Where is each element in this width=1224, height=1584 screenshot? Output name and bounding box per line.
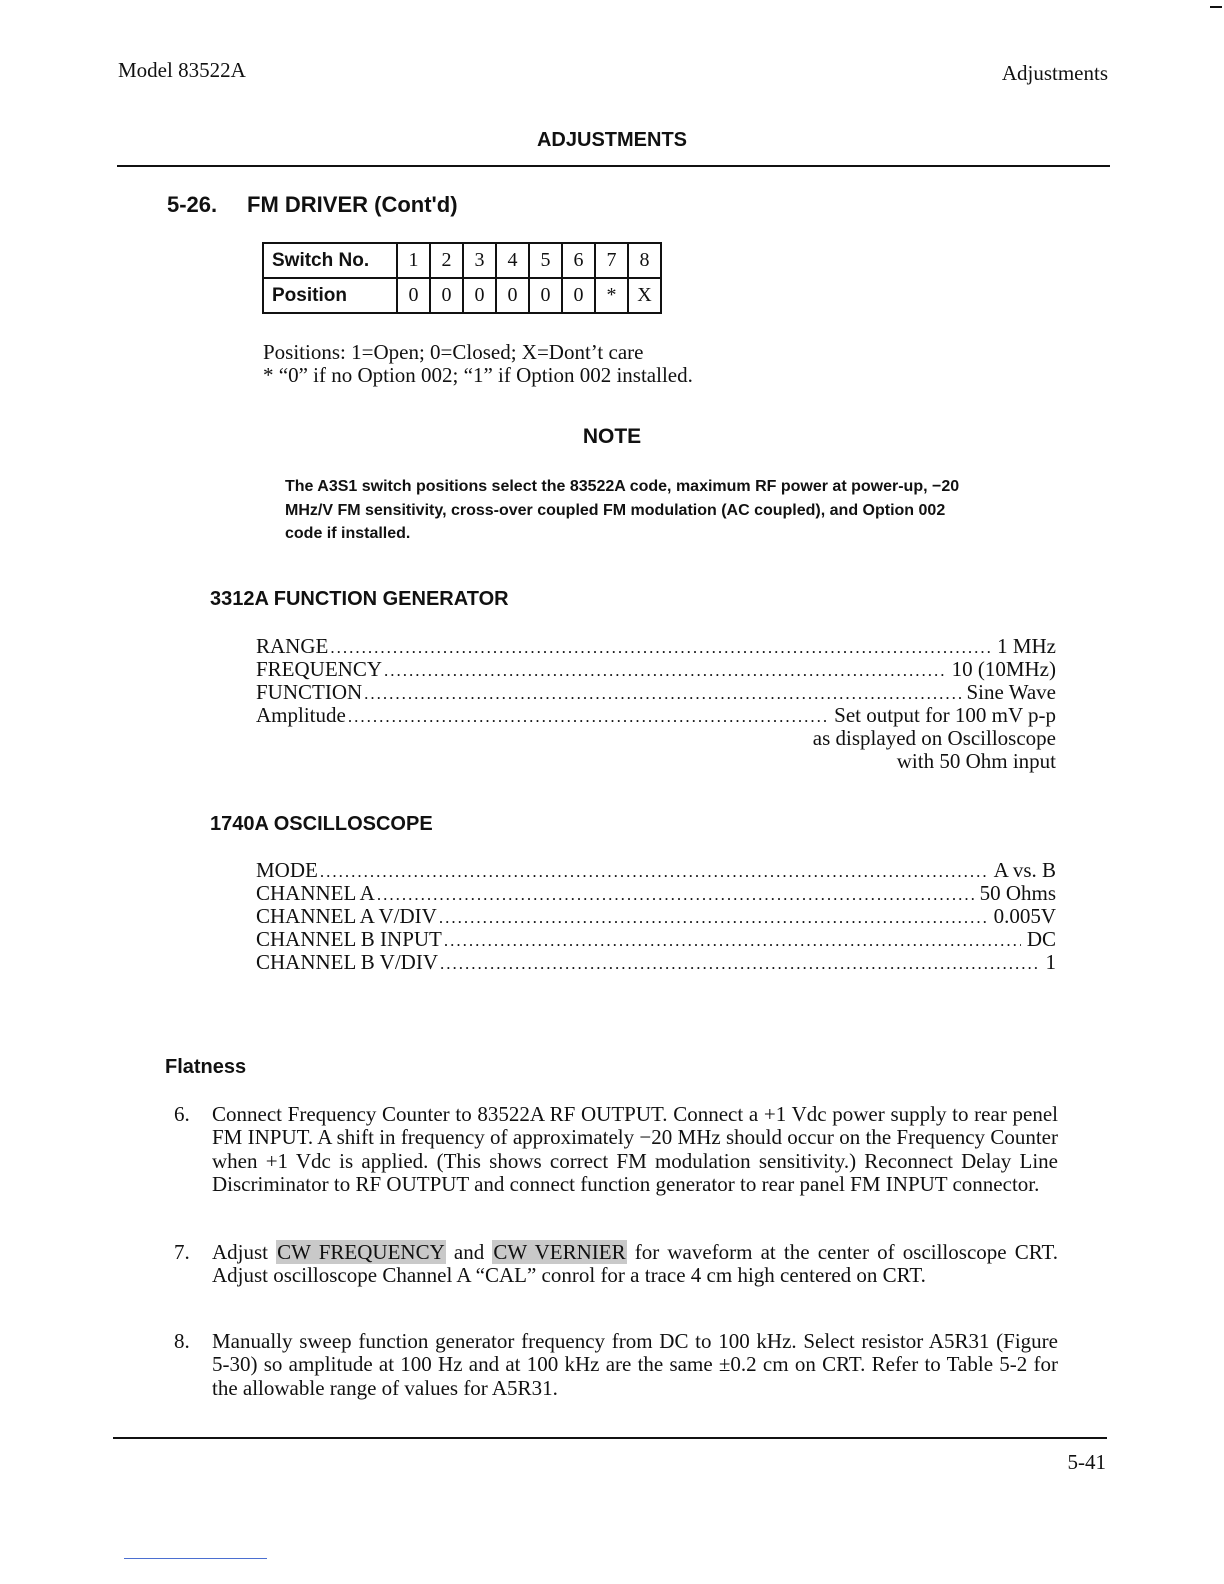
switch-number-cell: 7 xyxy=(595,243,628,278)
note-heading: NOTE xyxy=(582,425,642,448)
setting-key: Amplitude xyxy=(256,703,346,727)
switch-position-label: Position xyxy=(263,278,397,313)
leader-dots xyxy=(377,883,974,906)
switch-position-cell: 0 xyxy=(562,278,595,313)
setting-value: 0.005V xyxy=(993,904,1056,928)
note-text: The A3S1 switch positions select the 83522A code, maximum RF power at power-up, −20 MHz/V FM sensitivity, cross-over coupled FM modulation (AC coupled), and Option 002 code if installed. xyxy=(285,478,960,542)
setting-value: 1 MHz xyxy=(997,634,1056,658)
leader-dots xyxy=(440,952,1040,975)
setting-row xyxy=(256,951,1056,974)
switch-table xyxy=(262,242,662,314)
switch-number-row xyxy=(263,243,661,278)
scan-artifact-line xyxy=(124,1558,267,1559)
setting-row xyxy=(256,658,1056,681)
setting-row xyxy=(256,859,1056,882)
flatness-heading: Flatness xyxy=(165,1056,247,1078)
setting-value: A vs. B xyxy=(993,858,1056,882)
switch-number-cell: 6 xyxy=(562,243,595,278)
leader-dots xyxy=(320,860,988,883)
switch-position-cell: X xyxy=(628,278,661,313)
step-number: 8. xyxy=(174,1329,190,1353)
setting-key: CHANNEL B INPUT xyxy=(256,927,442,951)
switch-position-cell: 0 xyxy=(397,278,430,313)
oscilloscope-settings xyxy=(256,859,1056,974)
leader-dots xyxy=(364,682,960,705)
setting-key: RANGE xyxy=(256,634,329,658)
setting-key: FREQUENCY xyxy=(256,657,383,681)
setting-key: FUNCTION xyxy=(256,680,363,704)
switch-position-cell: 0 xyxy=(430,278,463,313)
setting-value: 1 xyxy=(1045,950,1056,974)
step-text-part: and xyxy=(453,1240,485,1264)
switch-position-row xyxy=(263,278,661,313)
setting-row xyxy=(256,681,1056,704)
setting-value: Sine Wave xyxy=(966,680,1056,704)
leader-dots xyxy=(348,705,828,728)
switch-number-cell: 5 xyxy=(529,243,562,278)
switch-number-cell: 1 xyxy=(397,243,430,278)
positions-legend-footnote: * “0” if no Option 002; “1” if Option 002 installed. xyxy=(263,363,693,387)
setting-key: MODE xyxy=(256,858,318,882)
header-section: Adjustments xyxy=(1001,61,1108,85)
page-title: ADJUSTMENTS xyxy=(536,129,687,151)
setting-row xyxy=(256,635,1056,658)
leader-dots xyxy=(384,659,946,682)
section-number: 5-26. xyxy=(167,192,218,217)
section-title: FM DRIVER (Cont'd) xyxy=(247,192,458,217)
function-generator-heading: 3312A FUNCTION GENERATOR xyxy=(210,588,509,610)
page-edge-mark xyxy=(1210,6,1222,8)
setting-value: 10 (10MHz) xyxy=(951,657,1056,681)
setting-value: Set output for 100 mV p-p xyxy=(834,703,1056,727)
switch-number-cell: 3 xyxy=(463,243,496,278)
setting-continuation: as displayed on Oscilloscope xyxy=(812,726,1056,750)
step-8 xyxy=(174,1330,1058,1400)
switch-position-cell: 0 xyxy=(496,278,529,313)
section-heading xyxy=(167,192,458,218)
step-text: Manually sweep function generator frequency from DC to 100 kHz. Select resistor A5R31 (Figure 5-30) so amplitude at 100 Hz and at 100 kHz are the same ±0.2 cm on CRT. Refer to Table 5-2 for the allowable range of values for A5R31. xyxy=(212,1329,1058,1400)
leader-dots xyxy=(444,929,1021,952)
leader-dots xyxy=(439,906,988,929)
switch-number-label: Switch No. xyxy=(263,243,397,278)
positions-legend-line: Positions: 1=Open; 0=Closed; X=Dont’t care xyxy=(263,340,644,364)
oscilloscope-heading: 1740A OSCILLOSCOPE xyxy=(210,813,433,835)
setting-value: DC xyxy=(1026,927,1056,951)
step-text-part: Adjust xyxy=(212,1240,269,1264)
cw-vernier-control-label: CW VERNIER xyxy=(493,1240,626,1264)
setting-row xyxy=(256,905,1056,928)
switch-position-cell: 0 xyxy=(463,278,496,313)
step-number: 6. xyxy=(174,1102,190,1126)
step-number: 7. xyxy=(174,1240,190,1264)
function-generator-settings xyxy=(256,635,1056,773)
setting-key: CHANNEL B V/DIV xyxy=(256,950,438,974)
leader-dots xyxy=(330,636,991,659)
setting-row xyxy=(256,704,1056,727)
step-6 xyxy=(174,1103,1058,1196)
switch-number-cell: 8 xyxy=(628,243,661,278)
step-text-part: for waveform at the center of oscilloscope CRT. Adjust oscilloscope Channel A “CAL” conrol for a trace 4 cm high centered on CRT. xyxy=(212,1240,1058,1288)
switch-number-cell: 2 xyxy=(430,243,463,278)
step-text xyxy=(212,1241,1058,1288)
switch-position-cell: 0 xyxy=(529,278,562,313)
setting-key: CHANNEL A V/DIV xyxy=(256,904,437,928)
step-7 xyxy=(174,1241,1058,1288)
cw-frequency-control-label: CW FREQUENCY xyxy=(277,1240,445,1264)
header-rule xyxy=(117,165,1110,167)
switch-position-cell: * xyxy=(595,278,628,313)
page-number: 5-41 xyxy=(1067,1450,1106,1474)
step-text: Connect Frequency Counter to 83522A RF OUTPUT. Connect a +1 Vdc power supply to rear penel FM INPUT. A shift in frequency of approximately −20 MHz should occur on the Frequency Counter when +1 Vdc is applied. (This shows correct FM modulation sensitivity.) Reconnect Delay Line Discriminator to RF OUTPUT and connect function generator to rear panel FM INPUT connector. xyxy=(212,1102,1058,1196)
switch-number-cell: 4 xyxy=(496,243,529,278)
positions-legend xyxy=(263,341,693,387)
setting-value: 50 Ohms xyxy=(979,881,1056,905)
setting-row xyxy=(256,928,1056,951)
header-model: Model 83522A xyxy=(118,58,246,82)
setting-row xyxy=(256,882,1056,905)
setting-key: CHANNEL A xyxy=(256,881,375,905)
setting-continuation: with 50 Ohm input xyxy=(896,749,1056,773)
footer-rule xyxy=(113,1437,1107,1439)
